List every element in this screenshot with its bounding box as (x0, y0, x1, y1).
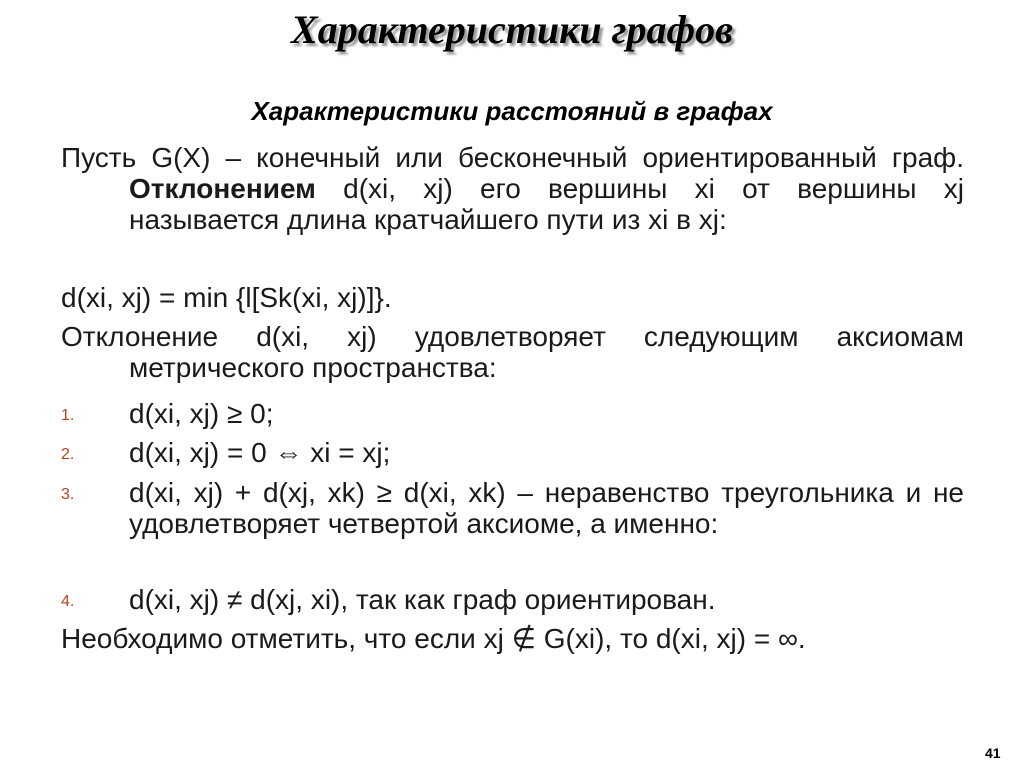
list-item-number: 1. (61, 407, 75, 424)
list-item-text: d(xi, xj) ≥ 0; (129, 398, 274, 429)
distance-formula: d(xi, xj) = min {l[Sk(xi, xj)]}. (61, 282, 392, 313)
term-deviation: Отклонением (129, 173, 316, 204)
list-item-number: 4. (61, 593, 75, 610)
intro-text-after: d(xi, xj) его вершины xi от вершины xj называется длина кратчайшего пути из xi в xj: (129, 173, 964, 235)
list-item-number: 2. (61, 446, 75, 463)
section-subtitle: Характеристики расстояний в графах (251, 96, 773, 126)
list-item-number: 3. (61, 486, 75, 503)
list-item-text: d(xi, xj) + d(xj, xk) ≥ d(xi, xk) – неравенство треугольника и не удовлетворяет четвертой аксиоме, а именно: (129, 477, 964, 539)
list-item-text: d(xi, xj) ≠ d(xj, xi), так как граф ориентирован. (129, 584, 716, 615)
intro-text-before: Пусть G(X) – конечный или бесконечный ориентированный граф. (61, 142, 964, 173)
page-number: 41 (985, 745, 1001, 761)
list-item-text: d(xi, xj) = 0 ⇔ xi = xj; (129, 437, 391, 468)
slide-title: Характеристики графов (291, 7, 733, 52)
intro-paragraph (61, 142, 964, 235)
axioms-intro-paragraph: Отклонение d(xi, xj) удовлетворяет следующим аксиомам метрического пространства: (61, 321, 964, 383)
conclusion-paragraph: Необходимо отметить, что если xj ∉ G(xi), то d(xi, xj) = ∞. (61, 623, 806, 654)
